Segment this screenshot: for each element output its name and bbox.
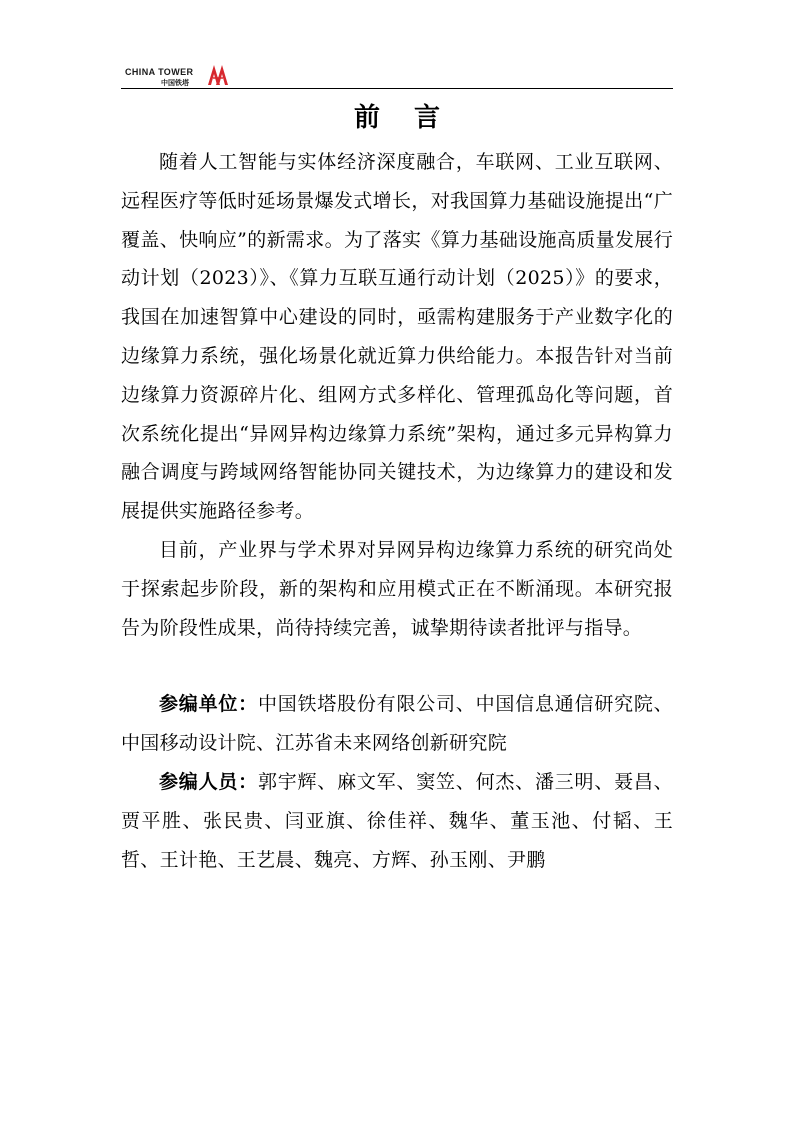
- header-divider: [121, 88, 673, 89]
- page-header: [121, 58, 673, 90]
- preface-paragraph-2: 目前，产业界与学术界对异网异构边缘算力系统的研究尚处于探索起步阶段，新的架构和应用模式正在不断涌现。本研究报告为阶段性成果，尚待持续完善，诚挚期待读者批评与指导。: [121, 538, 673, 639]
- preface-paragraph-1: 随着人工智能与实体经济深度融合，车联网、工业互联网、远程医疗等低时延场景爆发式增长，对我国算力基础设施提出“广覆盖、快响应”的新需求。为了落实《算力基础设施高质量发展行动计划（2023）》、《算力互联互通行动计划（2025）》的要求，我国在加速智算中心建设的同时，亟需构建服务于产业数字化的边缘算力系统，强化场景化就近算力供给能力。本报告针对当前边缘算力资源碎片化、组网方式多样化、管理孤岛化等问题，首次系统化提出“异网异构边缘算力系统”架构，通过多元异构算力融合调度与跨域网络智能协同关键技术，为边缘算力的建设和发展提供实施路径参考。: [121, 151, 673, 523]
- china-tower-logo-icon: [207, 62, 229, 86]
- logo-chinese-text: 中国铁塔: [161, 79, 189, 87]
- contributing-people-text: 郭宇辉、麻文军、窦笠、何杰、潘三明、聂昌、贾平胜、张民贵、闫亚旗、徐佳祥、魏华、董玉池、付韬、王哲、王计艳、王艺晨、魏亮、方辉、孙玉刚、尹鹏: [121, 770, 673, 871]
- china-tower-logo: [125, 62, 235, 88]
- contributing-units-text: 中国铁塔股份有限公司、中国信息通信研究院、中国移动设计院、江苏省未来网络创新研究院: [121, 693, 673, 755]
- contributing-people: [121, 763, 673, 879]
- logo-english-text: CHINA TOWER: [125, 67, 194, 77]
- contributing-units: [121, 685, 673, 763]
- section-spacer: [121, 647, 673, 685]
- document-body: [121, 143, 673, 879]
- contributing-units-label: 参编单位：: [159, 693, 258, 716]
- contributing-people-label: 参编人员：: [159, 770, 258, 793]
- page-title: 前言: [353, 103, 474, 133]
